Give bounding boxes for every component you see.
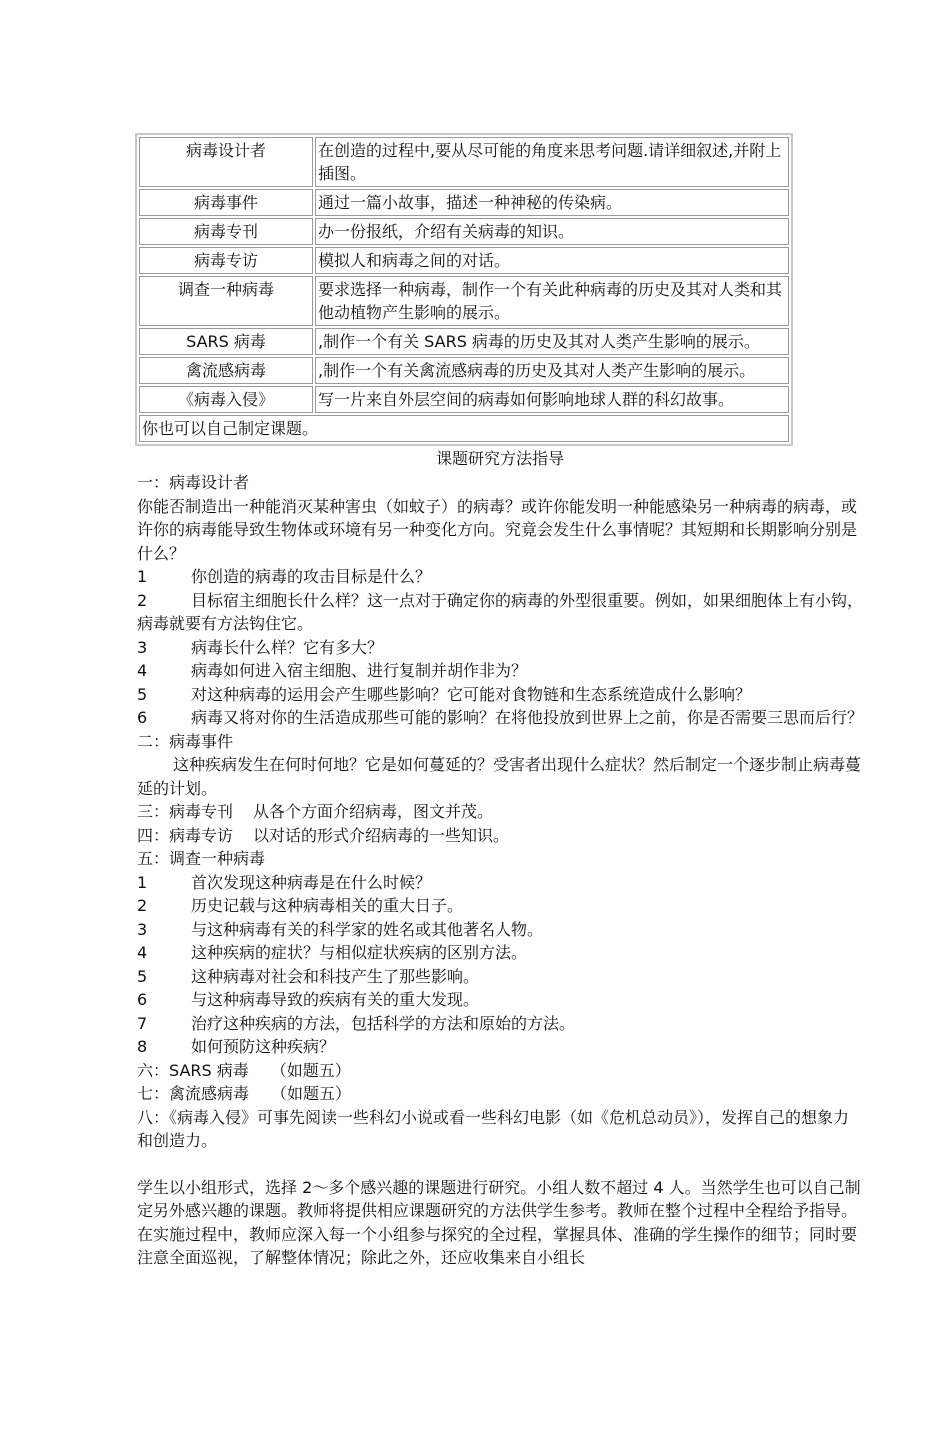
topic-name-cell: 调查一种病毒 <box>139 276 313 326</box>
topic-desc-cell: 模拟人和病毒之间的对话。 <box>315 247 789 274</box>
topics-table <box>135 133 793 446</box>
section-8: 八：《病毒入侵》可事先阅读一些科幻小说或看一些科幻电影（如《危机总动员》），发挥自己的想象力和创造力。 <box>137 1107 850 1150</box>
section-heading: 四：病毒专访 <box>137 825 234 845</box>
list-item <box>137 683 863 707</box>
section-7 <box>137 1082 863 1106</box>
topic-desc-cell: 要求选择一种病毒，制作一个有关此种病毒的历史及其对人类和其他动植物产生影响的展示。 <box>315 276 789 326</box>
table-row <box>139 328 789 355</box>
topic-desc-cell: ,制作一个有关 SARS 病毒的历史及其对人类产生影响的展示。 <box>315 328 789 355</box>
topic-name-cell: 禽流感病毒 <box>139 357 313 384</box>
list-item-text: 这种病毒对社会和科技产生了那些影响。 <box>191 966 480 986</box>
list-item <box>137 565 863 589</box>
list-item-number: 3 <box>137 919 148 939</box>
section-heading: 六：SARS 病毒 <box>137 1060 249 1080</box>
list-item-text: 如何预防这种疾病？ <box>191 1037 336 1056</box>
section-5 <box>137 847 863 1059</box>
list-item-text: 这种疾病的症状？与相似症状疾病的区别方法。 <box>191 943 528 962</box>
list-item-number: 2 <box>137 590 148 610</box>
topic-desc-cell: ,制作一个有关禽流感病毒的历史及其对人类产生影响的展示。 <box>315 357 789 384</box>
section-heading: 七：禽流感病毒 <box>137 1084 250 1103</box>
table-row <box>139 276 789 326</box>
topic-desc-cell: 通过一篇小故事，描述一种神秘的传染病。 <box>315 189 789 216</box>
list-item-text: 你创造的病毒的攻击目标是什么？ <box>191 567 432 586</box>
table-row <box>139 137 789 187</box>
list-item-text: 首次发现这种病毒是在什么时候？ <box>191 872 432 892</box>
table-row <box>139 247 789 274</box>
list-item-text: 目标宿主细胞长什么样？这一点对于确定你的病毒的外型很重要。例如，如果细胞体上有小钩，病毒就要有方法钩住它。 <box>137 590 864 633</box>
section-4 <box>137 824 863 848</box>
list-item-number: 1 <box>137 567 148 586</box>
list-item-number: 7 <box>137 1013 148 1033</box>
list-item-text: 病毒又将对你的生活造成那些可能的影响？在将他投放到世界上之前，你是否需要三思而后行？ <box>191 708 864 727</box>
section-6 <box>137 1059 863 1083</box>
section-paragraph: 这种疾病发生在何时何地？它是如何蔓延的？受害者出现什么症状？然后制定一个逐步制止病毒蔓延的计划。 <box>137 755 862 798</box>
list-item <box>137 871 863 895</box>
list-item-text: 对这种病毒的运用会产生哪些影响？它可能对食物链和生态系统造成什么影响？ <box>191 684 752 704</box>
list-item <box>137 589 863 636</box>
section-text: 以对话的形式介绍病毒的一些知识。 <box>253 825 510 845</box>
list-item <box>137 636 863 660</box>
list-item-number: 6 <box>137 708 148 727</box>
closing-paragraph: 学生以小组形式，选择 2～多个感兴趣的课题进行研究。小组人数不超过 4 人。当然学生也可以自己制定另外感兴趣的课题。教师将提供相应课题研究的方法供学生参考。教师在整个过程中全程给予指导。在实施过程中，教师应深入每一个小组参与探究的全过程，掌握具体、准确的学生操作的细节；同时要注意全面巡视，了解整体情况；除此之外，还应收集来自小组长 <box>137 1177 861 1267</box>
list-item-number: 3 <box>137 637 148 657</box>
list-item <box>137 659 863 683</box>
topic-name-cell: SARS 病毒 <box>139 328 313 355</box>
list-item <box>137 965 863 989</box>
section-paragraph: 你能否制造出一种能消灭某种害虫（如蚊子）的病毒？或许你能发明一种能感染另一种病毒的病毒，或许你的病毒能导致生物体或环境有另一种变化方向。究竟会发生什么事情呢？其短期和长期影响分别是什么？ <box>137 496 858 563</box>
section-heading: 五：调查一种病毒 <box>137 849 266 868</box>
topic-desc-cell: 办一份报纸，介绍有关病毒的知识。 <box>315 218 789 245</box>
topic-desc-cell: 写一片来自外层空间的病毒如何影响地球人群的科幻故事。 <box>315 386 789 413</box>
table-row <box>139 357 789 384</box>
section-heading: 一：病毒设计者 <box>137 473 250 492</box>
section-heading: 三：病毒专刊 <box>137 802 234 821</box>
list-item-text: 与这种病毒导致的疾病有关的重大发现。 <box>191 990 480 1009</box>
list-item-text: 治疗这种疾病的方法，包括科学的方法和原始的方法。 <box>191 1013 576 1033</box>
list-item-text: 病毒如何进入宿主细胞、进行复制并胡作非为？ <box>191 661 528 680</box>
table-row <box>139 386 789 413</box>
table-footer-row <box>139 415 789 442</box>
list-item-number: 2 <box>137 896 148 915</box>
topic-name-cell: 《病毒入侵》 <box>139 386 313 413</box>
list-item-number: 1 <box>137 872 148 892</box>
topic-name-cell: 病毒专访 <box>139 247 313 274</box>
table-row <box>139 218 789 245</box>
section-3 <box>137 800 863 824</box>
section-2 <box>137 730 863 801</box>
list-item-number: 4 <box>137 661 148 680</box>
list-item-number: 5 <box>137 684 148 704</box>
list-item <box>137 894 863 918</box>
table-footer-cell: 你也可以自己制定课题。 <box>139 415 789 442</box>
list-item-number: 6 <box>137 990 148 1009</box>
list-item <box>137 1035 863 1059</box>
list-item-text: 与这种病毒有关的科学家的姓名或其他著名人物。 <box>191 919 544 939</box>
list-item-text: 病毒长什么样？它有多大？ <box>191 637 384 657</box>
numbered-list <box>137 565 863 730</box>
list-item-number: 4 <box>137 943 148 962</box>
section-text: 从各个方面介绍病毒，图文并茂。 <box>253 802 494 821</box>
list-item <box>137 941 863 965</box>
section-text: （如题五） <box>271 1084 352 1103</box>
list-item <box>137 988 863 1012</box>
guide-title: 课题研究方法指导 <box>435 449 564 468</box>
list-item-number: 8 <box>137 1037 148 1056</box>
list-item-text: 历史记载与这种病毒相关的重大日子。 <box>191 896 464 915</box>
topic-name-cell: 病毒事件 <box>139 189 313 216</box>
topic-desc-cell: 在创造的过程中,要从尽可能的角度来思考问题.请详细叙述,并附上插图。 <box>315 137 789 187</box>
section-1 <box>137 471 863 730</box>
table-row <box>139 189 789 216</box>
section-text: （如题五） <box>270 1060 351 1080</box>
topic-name-cell: 病毒设计者 <box>139 137 313 187</box>
list-item <box>137 918 863 942</box>
list-item-number: 5 <box>137 966 148 986</box>
numbered-list <box>137 871 863 1059</box>
list-item <box>137 706 863 730</box>
section-heading: 二：病毒事件 <box>137 731 234 751</box>
document-page <box>137 133 863 1270</box>
list-item <box>137 1012 863 1036</box>
topic-name-cell: 病毒专刊 <box>139 218 313 245</box>
